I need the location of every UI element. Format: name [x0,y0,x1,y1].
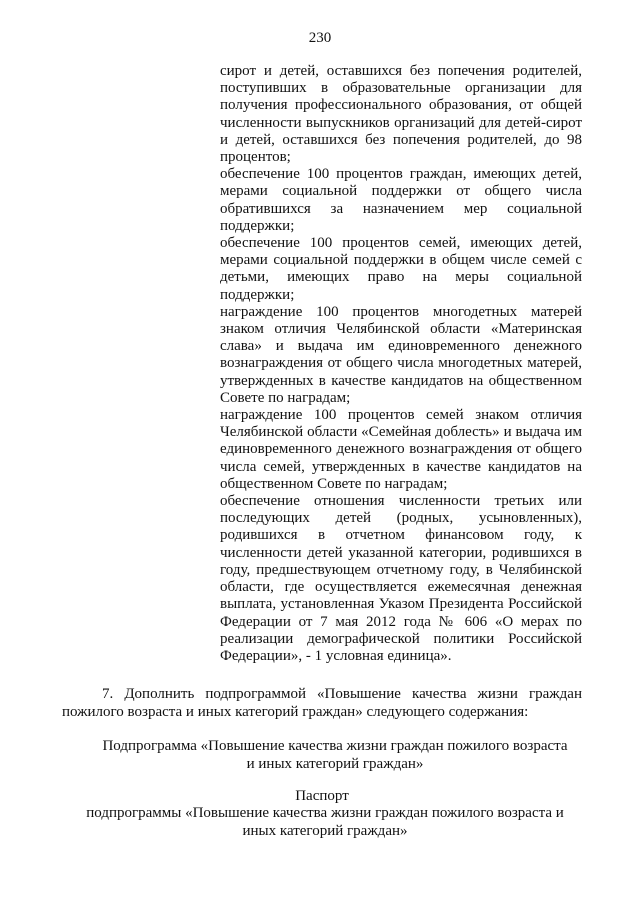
page-number: 230 [308,30,332,46]
list-item: награждение 100 процентов многодетных матерей знаком отличия Челябинской области «Материнская слава» и выдача им единовременного денежного вознаграждения от общего числа многодетных матерей, утвержденных в качестве кандидатов на общественном Совете по наградам; [220,303,582,406]
passport-subtitle: подпрограммы «Повышение качества жизни граждан пожилого возраста и иных категорий граждан» [86,805,564,839]
subprogram-title: Подпрограмма «Повышение качества жизни граждан пожилого возраста и иных категорий граждан» [102,738,568,772]
list-item: награждение 100 процентов семей знаком отличия Челябинской области «Семейная доблесть» и выдача им единовременного денежного вознаграждения от общего числа семей, утвержденных в качестве кандидатов на общественном Совете по наградам; [220,407,582,492]
list-item: обеспечение 100 процентов семей, имеющих детей, мерами социальной поддержки в общем числе семей с детьми, имеющих право на меры социальной поддержки; [220,235,582,303]
goals-list [220,63,582,665]
list-item: сирот и детей, оставшихся без попечения родителей, поступивших в образовательные организации для получения профессионального образования, от общей численности выпускников организаций для детей-сирот и детей, оставшихся без попечения родителей, до 98 процентов; [220,63,582,166]
list-item: обеспечение 100 процентов граждан, имеющих детей, мерами социальной поддержки от общего числа обратившихся за назначением мер социальной поддержки; [220,166,582,234]
item-7-paragraph: 7. Дополнить подпрограммой «Повышение качества жизни граждан пожилого возраста и иных категорий граждан» следующего содержания: [62,686,582,720]
list-item: обеспечение отношения численности третьих или последующих детей (родных, усыновленных), родившихся в отчетном финансовом году, к численности детей указанной категории, родившихся в году, предшествующем отчетному году, в Челябинской области, где осуществляется ежемесячная денежная выплата, установленная Указом Президента Российской Федерации от 7 мая 2012 года № 606 «О мерах по реализации демографической политики Российской Федерации», - 1 условная единица». [220,493,582,664]
passport-heading: Паспорт [295,788,349,804]
